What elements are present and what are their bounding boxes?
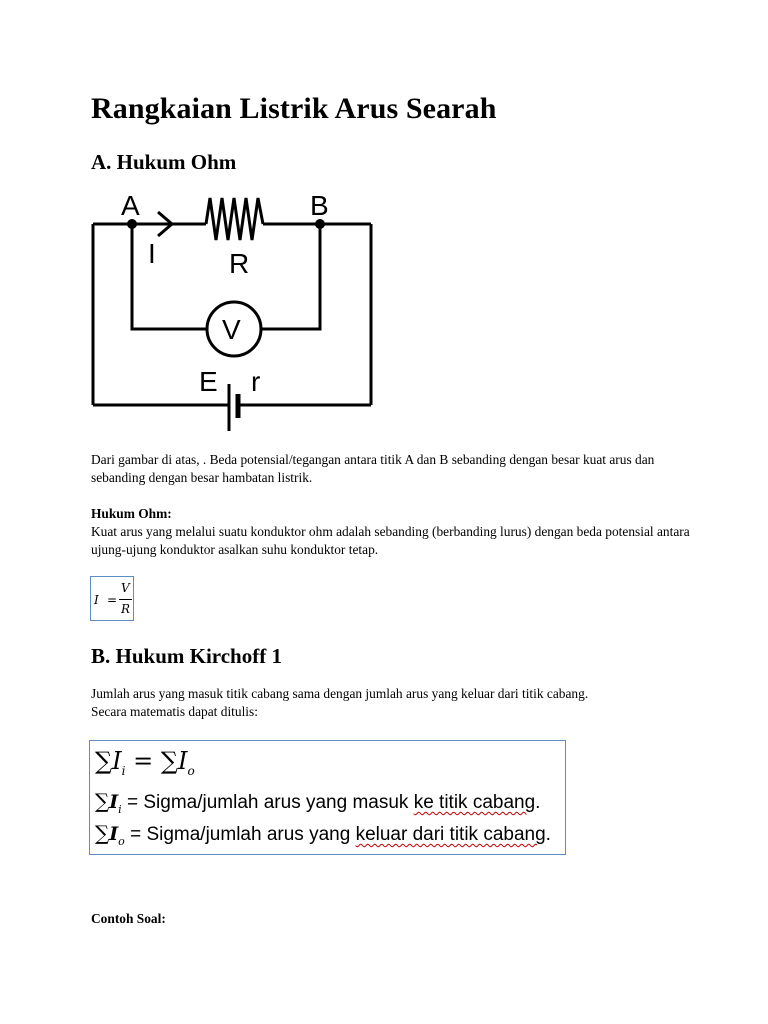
kirchoff-definition-in [95, 789, 540, 816]
label-r: R [229, 248, 250, 279]
resistor-r [206, 198, 263, 240]
subscript-out: o [118, 834, 125, 848]
subscript-in: i [121, 763, 126, 778]
wire-voltmeter-left [132, 224, 206, 329]
formula-current: I [94, 593, 99, 607]
formula-voltage: V [121, 581, 130, 595]
current-symbol: I [178, 747, 188, 775]
contoh-soal-heading: Contoh Soal: [91, 911, 166, 926]
current-symbol: I [109, 823, 119, 845]
ohm-law-heading: Hukum Ohm: [91, 506, 172, 521]
subscript-out: o [187, 763, 195, 778]
sigma-symbol: ∑ [160, 747, 178, 775]
label-r-internal: r [251, 366, 261, 397]
kirchoff-paragraph-2: Secara matematis dapat ditulis: [91, 704, 258, 719]
current-arrow [138, 212, 172, 236]
ohm-formula [90, 576, 134, 621]
definition-out-text: = Sigma/jumlah arus yang [130, 824, 351, 845]
ohm-law-text: Kuat arus yang melalui suatu konduktor ohm adalah sebanding (berbanding lurus) dengan beda potensial antara ujung-ujung konduktor asalkan suhu konduktor tetap. [91, 524, 690, 557]
wire-voltmeter-right [262, 224, 320, 329]
kirchoff-formula-box [89, 740, 566, 855]
definition-in-squiggle: ke titik cabang [413, 792, 536, 813]
kirchoff-paragraph-1: Jumlah arus yang masuk titik cabang sama dengan jumlah arus yang keluar dari titik cabang. [91, 686, 589, 701]
kirchoff-definition-out [95, 821, 551, 848]
equals-sign: = [133, 747, 154, 775]
current-symbol: I [112, 747, 122, 775]
label-a: A [121, 190, 140, 221]
fraction-bar [119, 599, 132, 600]
label-b: B [310, 190, 329, 221]
label-v: V [222, 314, 241, 345]
section-b-heading: B. Hukum Kirchoff 1 [91, 644, 282, 668]
section-a-heading: A. Hukum Ohm [91, 150, 237, 174]
label-i: I [148, 238, 156, 269]
sigma-symbol: ∑ [95, 821, 110, 845]
page-title: Rangkaian Listrik Arus Searah [91, 92, 497, 125]
formula-resistance: R [121, 602, 131, 616]
current-symbol: I [109, 791, 119, 813]
definition-out-squiggle: keluar dari titik cabang [355, 824, 546, 845]
definition-in-text: = Sigma/jumlah arus yang masuk [126, 792, 409, 813]
subscript-in: i [118, 802, 122, 816]
label-e: E [199, 366, 218, 397]
sigma-symbol: ∑ [95, 747, 113, 775]
ohm-circuit-diagram [88, 188, 378, 436]
kirchoff-equation [95, 747, 195, 778]
formula-equals: = [107, 593, 118, 607]
definition-out-period: . [545, 824, 551, 845]
sigma-symbol: ∑ [95, 789, 110, 813]
definition-in-period: . [535, 792, 541, 813]
paragraph-ohm-intro: Dari gambar di atas, . Beda potensial/tegangan antara titik A dan B sebanding dengan besar kuat arus dan sebanding dengan besar hambatan listrik. [91, 452, 655, 485]
